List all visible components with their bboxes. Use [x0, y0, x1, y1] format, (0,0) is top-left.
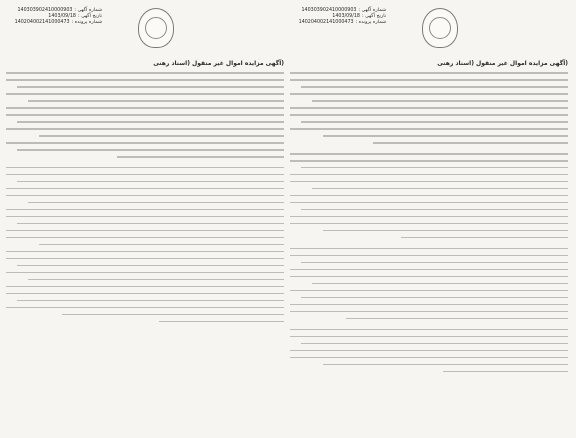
text-line — [290, 98, 568, 104]
meta-label: شماره پرونده : — [355, 20, 386, 25]
text-line — [290, 193, 568, 199]
text-line — [290, 253, 568, 259]
text-line — [290, 133, 568, 139]
text-line — [290, 84, 568, 90]
text-line — [6, 119, 284, 125]
text-line — [6, 126, 284, 132]
text-line — [290, 288, 568, 294]
text-line — [290, 91, 568, 97]
text-line — [290, 207, 568, 213]
text-line — [290, 295, 568, 301]
meta-row-case-number — [290, 20, 386, 26]
notice-right — [290, 6, 570, 432]
text-line — [6, 270, 284, 276]
text-line — [290, 112, 568, 118]
notice-left-header — [6, 6, 286, 58]
text-line — [290, 214, 568, 220]
text-line — [290, 165, 568, 171]
text-line — [290, 186, 568, 192]
text-line — [290, 260, 568, 266]
meta-value: 140204002141000473 — [298, 20, 354, 25]
text-line — [6, 263, 284, 269]
text-line — [290, 235, 568, 241]
text-line — [6, 172, 284, 178]
text-line — [6, 249, 284, 255]
text-line — [6, 165, 284, 171]
emblem-seal-icon — [138, 8, 174, 48]
text-line — [290, 281, 568, 287]
text-line — [290, 302, 568, 308]
text-line — [6, 179, 284, 185]
text-line — [6, 140, 284, 146]
meta-value: 1403/09/18 — [332, 14, 360, 19]
meta-value: 140204002141000473 — [14, 20, 70, 25]
text-line — [290, 158, 568, 164]
notice-meta — [6, 8, 102, 26]
text-line — [6, 256, 284, 262]
text-line — [290, 221, 568, 227]
text-line — [290, 77, 568, 83]
meta-label: تاریخ آگهی : — [361, 14, 386, 19]
text-line — [290, 200, 568, 206]
text-line — [290, 347, 568, 353]
text-line — [290, 179, 568, 185]
text-line — [290, 368, 568, 374]
text-line — [290, 105, 568, 111]
text-line — [6, 277, 284, 283]
notice-body — [290, 70, 570, 374]
text-line — [6, 91, 284, 97]
meta-label: تاریخ آگهی : — [77, 14, 102, 19]
emblem-seal-icon — [422, 8, 458, 48]
text-line — [290, 119, 568, 125]
meta-value: 140303902410000903 — [17, 8, 73, 13]
meta-row-case-number — [6, 20, 102, 26]
text-line — [6, 298, 284, 304]
meta-value: 1403/09/18 — [48, 14, 76, 19]
text-line — [290, 361, 568, 367]
text-line — [6, 133, 284, 139]
text-line — [6, 284, 284, 290]
text-line — [6, 105, 284, 111]
text-line — [290, 70, 568, 76]
text-line — [6, 98, 284, 104]
text-line — [6, 193, 284, 199]
text-line — [6, 235, 284, 241]
text-line — [6, 147, 284, 153]
text-line — [290, 340, 568, 346]
text-line — [290, 246, 568, 252]
text-line — [290, 228, 568, 234]
text-line — [290, 140, 568, 146]
text-line — [6, 186, 284, 192]
notice-body — [6, 70, 286, 324]
text-line — [6, 228, 284, 234]
text-line — [290, 172, 568, 178]
text-line — [290, 308, 568, 314]
text-line — [6, 200, 284, 206]
text-line — [290, 126, 568, 132]
text-line — [290, 267, 568, 273]
text-line — [290, 274, 568, 280]
text-line — [6, 84, 284, 90]
text-line — [6, 311, 284, 317]
text-line — [6, 77, 284, 83]
text-line — [6, 70, 284, 76]
text-line — [6, 207, 284, 213]
meta-label: شماره پرونده : — [71, 20, 102, 25]
notice-title: (آگهی مزایده اموال غیر منقول (اسناد رهنی — [153, 60, 284, 67]
text-line — [6, 304, 284, 310]
text-line — [6, 242, 284, 248]
notice-left — [6, 6, 286, 432]
notice-right-header — [290, 6, 570, 58]
text-line — [290, 151, 568, 157]
text-line — [290, 326, 568, 332]
text-line — [6, 318, 284, 324]
text-line — [6, 112, 284, 118]
text-line — [6, 221, 284, 227]
text-line — [290, 354, 568, 360]
emblem-inner-icon — [145, 17, 167, 39]
text-line — [290, 333, 568, 339]
text-line — [6, 154, 284, 160]
emblem-inner-icon — [429, 17, 451, 39]
text-line — [6, 291, 284, 297]
notice-title: (آگهی مزایده اموال غیر منقول (اسناد رهنی — [437, 60, 568, 67]
meta-value: 140303902410000903 — [301, 8, 357, 13]
text-line — [290, 315, 568, 321]
meta-label: شماره آگهی : — [358, 8, 386, 13]
meta-label: شماره آگهی : — [74, 8, 102, 13]
text-line — [6, 214, 284, 220]
notice-meta — [290, 8, 386, 26]
